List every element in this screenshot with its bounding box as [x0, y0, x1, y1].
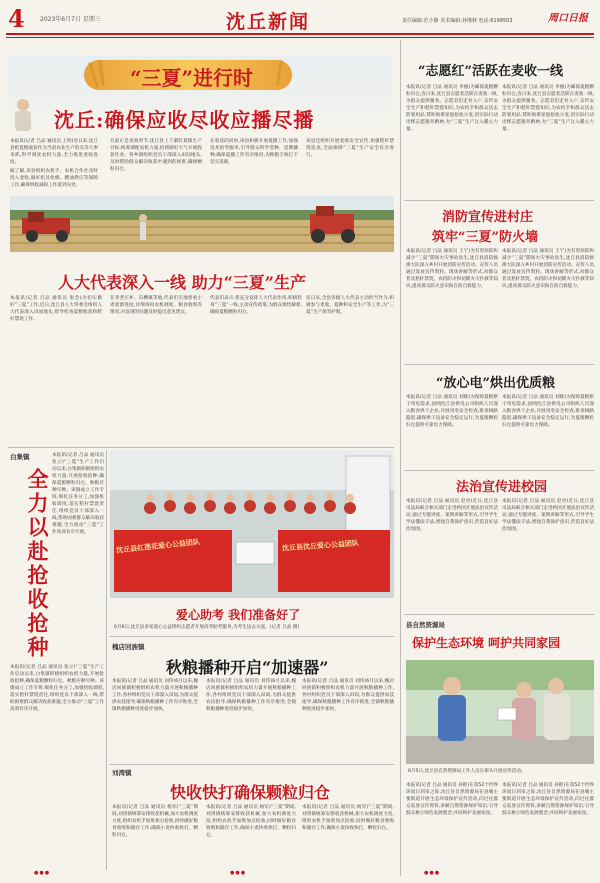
feature-col4: 该县还组织开展麦收安全宣传,加强秸秆禁烧巡查,全面保障“三夏”生产安全有序进行。: [306, 139, 394, 158]
section-divider: [110, 636, 394, 637]
liuwan-town-tag: 刘湾镇: [112, 769, 132, 777]
volunteer-caption: 6月6日,沈丘县多家爱心公益组织志愿者开展高考助考服务,为考生送去关爱。(记者 吕品 摄): [114, 625, 300, 630]
huaidian-town-tag: 槐店回族镇: [112, 643, 145, 651]
liuwan-headline: 快收快打确保颗粒归仓: [170, 783, 331, 802]
feature-lead-p2: 据了解,该县组织农机手、农机合作社及时投入麦收,做好机具检修、燃油供应等保障工作,确保机收减损工作落到实处。: [10, 169, 98, 188]
feature-col2: 目前正是麦收时节,沈丘县上下紧盯夏粮生产目标,统筹调配农机力量,抢抓晴好天气开展收获作业。各乡镇组织党员干部深入田间地头,及时帮助群众解决收获中遇到的困难,确保颗粒归仓。: [110, 139, 202, 172]
end-marker: ●●●: [424, 870, 441, 876]
column-divider: [106, 450, 107, 870]
electric-headline: “放心电”烘出优质粮: [436, 376, 555, 391]
page-number: 4: [8, 4, 25, 33]
feature-lead: [10, 138, 98, 198]
huaidian-col3: 本报讯(记者 吕品 通讯员 刘伟)6月以来,槐店回族镇积极组织农机力量开展秋粮播种工作,各村组织党员干部深入田间,为群众提供农技指导,确保秋粮播种工作有序推进,全镇秋粮播种进度稳步加快。: [302, 679, 394, 712]
resource-col1: 本报讯(记者 吕品 通讯员 孙艳)在第52个世界环境日到来之际,沈丘县自然资源局在县城主要街道开展生态环境保护宣传活动,向过往群众发放宣传资料,讲解自然资源保护知识,引导群众树立绿色发展理念,共同呵护美丽家园。: [406, 783, 498, 816]
huaidian-col1: 本报讯(记者 吕品 通讯员 刘伟)6月以来,槐店回族镇积极组织农机力量开展秋粮播种工作,各村组织党员干部深入田间,为群众提供农技指导,确保秋粮播种工作有序推进,全镇秋粮播种进度稳步加快。: [112, 679, 198, 712]
liuwan-col2: 本报讯(记者 吕品 通讯员 杨军)“三夏”期间,刘湾镇统筹安排收获机械,加大农机调度力度,组织农机手加班加点抢收,同时做好粮食收购和储存工作,确保小麦快收快打、颗粒归仓。: [206, 805, 296, 838]
liuwan-col1: 本报讯(记者 吕品 通讯员 杨军)“三夏”期间,刘湾镇统筹安排收获机械,加大农机调度力度,组织农机手加班加点抢收,同时做好粮食收购和储存工作,确保小麦快收快打、颗粒归仓。: [112, 805, 198, 838]
editor-credits: 责任编辑:范小静 美术编辑:孙继秋 电话:6199503: [402, 18, 513, 24]
law-col1: 本报讯(记者 吕品 通讯员 赵亮)近日,沈丘县司法局联合相关部门走进校园开展法治宣传活动,通过专题讲座、案例讲解等形式,引导学生学法懂法守法,增强自我保护意识,营造良好法治氛围。: [406, 499, 498, 532]
fire-col1: 本报讯(记者 吕品 通讯员 王宁)为有效预防和减少“三夏”期间火灾事故发生,沈丘县消防救援大队深入乡村开展消防宣传活动。宣传人员通过发放宣传资料、现场讲解等形式,向群众普及秸秆禁烧、农机防火和初期火灾扑救等知识,提高群众防火意识和自防自救能力。: [406, 249, 498, 289]
volunteer-red-headline: “志愿红”活跃在麦收一线: [418, 64, 563, 79]
resource-dept-tag: 县自然资源局: [406, 621, 445, 629]
newspaper-logo: 周口日报: [548, 13, 588, 24]
fire-headline-2: 筑牢“三夏”防火墙: [432, 230, 538, 245]
child-photo: [8, 96, 38, 136]
liuwan-col3: 本报讯(记者 吕品 通讯员 杨军)“三夏”期间,刘湾镇统筹安排收获机械,加大农机调度力度,组织农机手加班加点抢收,同时做好粮食收购和储存工作,确保小麦快收快打、颗粒归仓。: [302, 805, 394, 831]
section-divider: [404, 470, 594, 471]
electric-col1: 本报讯(记者 吕品 通讯员 刘辉)为保障夏粮烘干用电需求,国网沈丘县供电公司组织人员深入粮食烘干企业,开展用电安全检查,排查线路隐患,确保烘干设备安全稳定运行,为夏粮颗粒归仓提供可靠电力保障。: [406, 395, 498, 428]
baiji-body: 本报讯(记者 吕品 通讯员 张立)“三夏”生产工作启动以来,白集镇积极组织农机力量,开展抢收抢种,确保夏粮颗粒归仓、秋粮应种尽种。该镇成立工作专班,细化任务分工,加强机收调度,落实秸秆禁烧责任,组织党员干部深入一线,帮助困难群众解决收获难题,全力推动“三夏”工作高效有序开展。: [52, 453, 104, 535]
electric-col2: 本报讯(记者 吕品 通讯员 刘辉)为保障夏粮烘干用电需求,国网沈丘县供电公司组织人员深入粮食烘干企业,开展用电安全检查,排查线路隐患,确保烘干设备安全稳定运行,为夏粮颗粒归仓提供可靠电力保障。: [502, 395, 594, 428]
resource-caption: 6月5日,沈丘县自然资源局工作人员在街头开展宣传活动。: [408, 769, 526, 774]
section-divider: [404, 364, 594, 365]
fire-headline-1: 消防宣传进村庄: [442, 210, 534, 225]
baiji-town-tag: 白集镇: [10, 453, 30, 461]
volunteer-red-col1: 本报讯(记者 吕品 通讯员 李丽)为确保夏粮颗粒归仓,连日来,沈丘县志愿者活跃在麦收一线,为群众提供服务。志愿者们走村入户,宣传安全生产和秸秆禁烧知识,为农机手和群众送去防暑用品,帮助困难家庭抢收小麦,用实际行动诠释志愿服务精神,为“三夏”生产注入暖心力量。: [406, 85, 498, 132]
sanxia-banner-text: “三夏”进行时: [130, 66, 254, 90]
end-marker: ●●●: [34, 870, 51, 876]
npc-col4: 连日来,全县各级人大代表主动担当作为,积极参与麦收、夏种和安全生产等工作,为“三夏”生产保驾护航。: [306, 296, 394, 315]
law-headline: 法治宣传进校园: [456, 480, 548, 495]
volunteer-group-photo: [110, 450, 394, 598]
section-divider: [404, 614, 594, 615]
npc-col3: 代表们表示,将充分发挥人大代表作用,积极投身“三夏”一线,主动宣传政策,为群众排忧解难,确保夏粮颗粒归仓。: [210, 296, 302, 315]
fire-col2: 本报讯(记者 吕品 通讯员 王宁)为有效预防和减少“三夏”期间火灾事故发生,沈丘县消防救援大队深入乡村开展消防宣传活动。宣传人员通过发放宣传资料、现场讲解等形式,向群众普及秸秆禁烧、农机防火和初期火灾扑救等知识,提高群众防火意识和自防自救能力。: [502, 249, 594, 289]
banner-left-text: 沈丘县红莲花爱心公益团队: [115, 537, 201, 555]
resource-col2: 本报讯(记者 吕品 通讯员 孙艳)在第52个世界环境日到来之际,沈丘县自然资源局在县城主要街道开展生态环境保护宣传活动,向过往群众发放宣传资料,讲解自然资源保护知识,引导群众树立绿色发展理念,共同呵护美丽家园。: [502, 783, 594, 816]
end-marker: ●●●: [230, 870, 247, 876]
feature-lead-p1: 本报讯(记者 吕品 通讯员 王明)连日来,沈丘县把夏粮收获作为当前农业生产的头等大事来抓,科学调度农机力量,全力推进麦收进度。: [10, 139, 98, 165]
huaidian-headline: 秋粮播种开启“加速器”: [166, 658, 329, 677]
publication-date: 2023年6月7日 星期三: [40, 16, 101, 23]
feature-headline: 沈丘:确保应收尽收应播尽播: [54, 108, 315, 132]
right-column-divider: [400, 40, 401, 876]
law-col2: 本报讯(记者 吕品 通讯员 赵亮)近日,沈丘县司法局联合相关部门走进校园开展法治宣传活动,通过专题讲座、案例讲解等形式,引导学生学法懂法守法,增强自我保护意识,营造良好法治氛围。: [502, 499, 594, 532]
baiji-headline: 全力以赴抢收抢种: [25, 468, 50, 660]
section-divider: [404, 200, 594, 201]
volunteer-red-col2: 本报讯(记者 吕品 通讯员 李丽)为确保夏粮颗粒归仓,连日来,沈丘县志愿者活跃在麦收一线,为群众提供服务。志愿者们走村入户,宣传安全生产和秸秆禁烧知识,为农机手和群众送去防暑用品,帮助困难家庭抢收小麦,用实际行动诠释志愿服务精神,为“三夏”生产注入暖心力量。: [502, 85, 594, 132]
section-divider: [110, 764, 394, 765]
npc-col1: 本报讯(记者 吕品 通讯员 张会)为切实做好“三夏”工作,近日,沈丘县人大常委会组织人大代表深入田间地头,督导检查夏粮收获和秸秆禁烧工作。: [10, 296, 102, 322]
masthead-rule: [6, 33, 594, 35]
resource-headline: 保护生态环境 呵护共同家园: [412, 636, 561, 650]
masthead-rule-thin: [6, 37, 594, 38]
banner-right-text: 沈丘县沈丘爱心公益团队: [281, 539, 360, 553]
npc-col2: 在李老庄乡、石槽镇等地,代表们实地察看小麦收割进度,详细询问农机调度、粮食收购等情况,对发现的问题及时提出意见建议。: [110, 296, 202, 315]
harvest-photo: [10, 196, 394, 252]
npc-headline: 人大代表深入一线 助力“三夏”生产: [58, 273, 306, 292]
baiji-body-cont: 本报讯(记者 吕品 通讯员 张立)“三夏”生产工作启动以来,白集镇积极组织农机力量,开展抢收抢种,确保夏粮颗粒归仓、秋粮应种尽种。该镇成立工作专班,细化任务分工,加强机收调度,落实秸秆禁烧责任,组织党员干部深入一线,帮助困难群众解决收获难题,全力推动“三夏”工作高效有序开展。: [10, 665, 104, 712]
huaidian-col2: 本报讯(记者 吕品 通讯员 刘伟)6月以来,槐店回族镇积极组织农机力量开展秋粮播种工作,各村组织党员干部深入田间,为群众提供农技指导,确保秋粮播种工作有序推进,全镇秋粮播种进度稳步加快。: [206, 679, 296, 712]
volunteer-caption-title: 爱心助考 我们准备好了: [176, 608, 301, 622]
section-divider: [8, 447, 394, 448]
resource-photo: [406, 660, 594, 764]
feature-col3: 在收获的同时,该县积极开展夏播工作,加强技术指导服务,引导群众科学选种、适期播种,确保夏播工作有序推进,为秋粮丰收打下坚实基础。: [210, 139, 298, 165]
section-title: 沈丘新闻: [226, 11, 311, 33]
